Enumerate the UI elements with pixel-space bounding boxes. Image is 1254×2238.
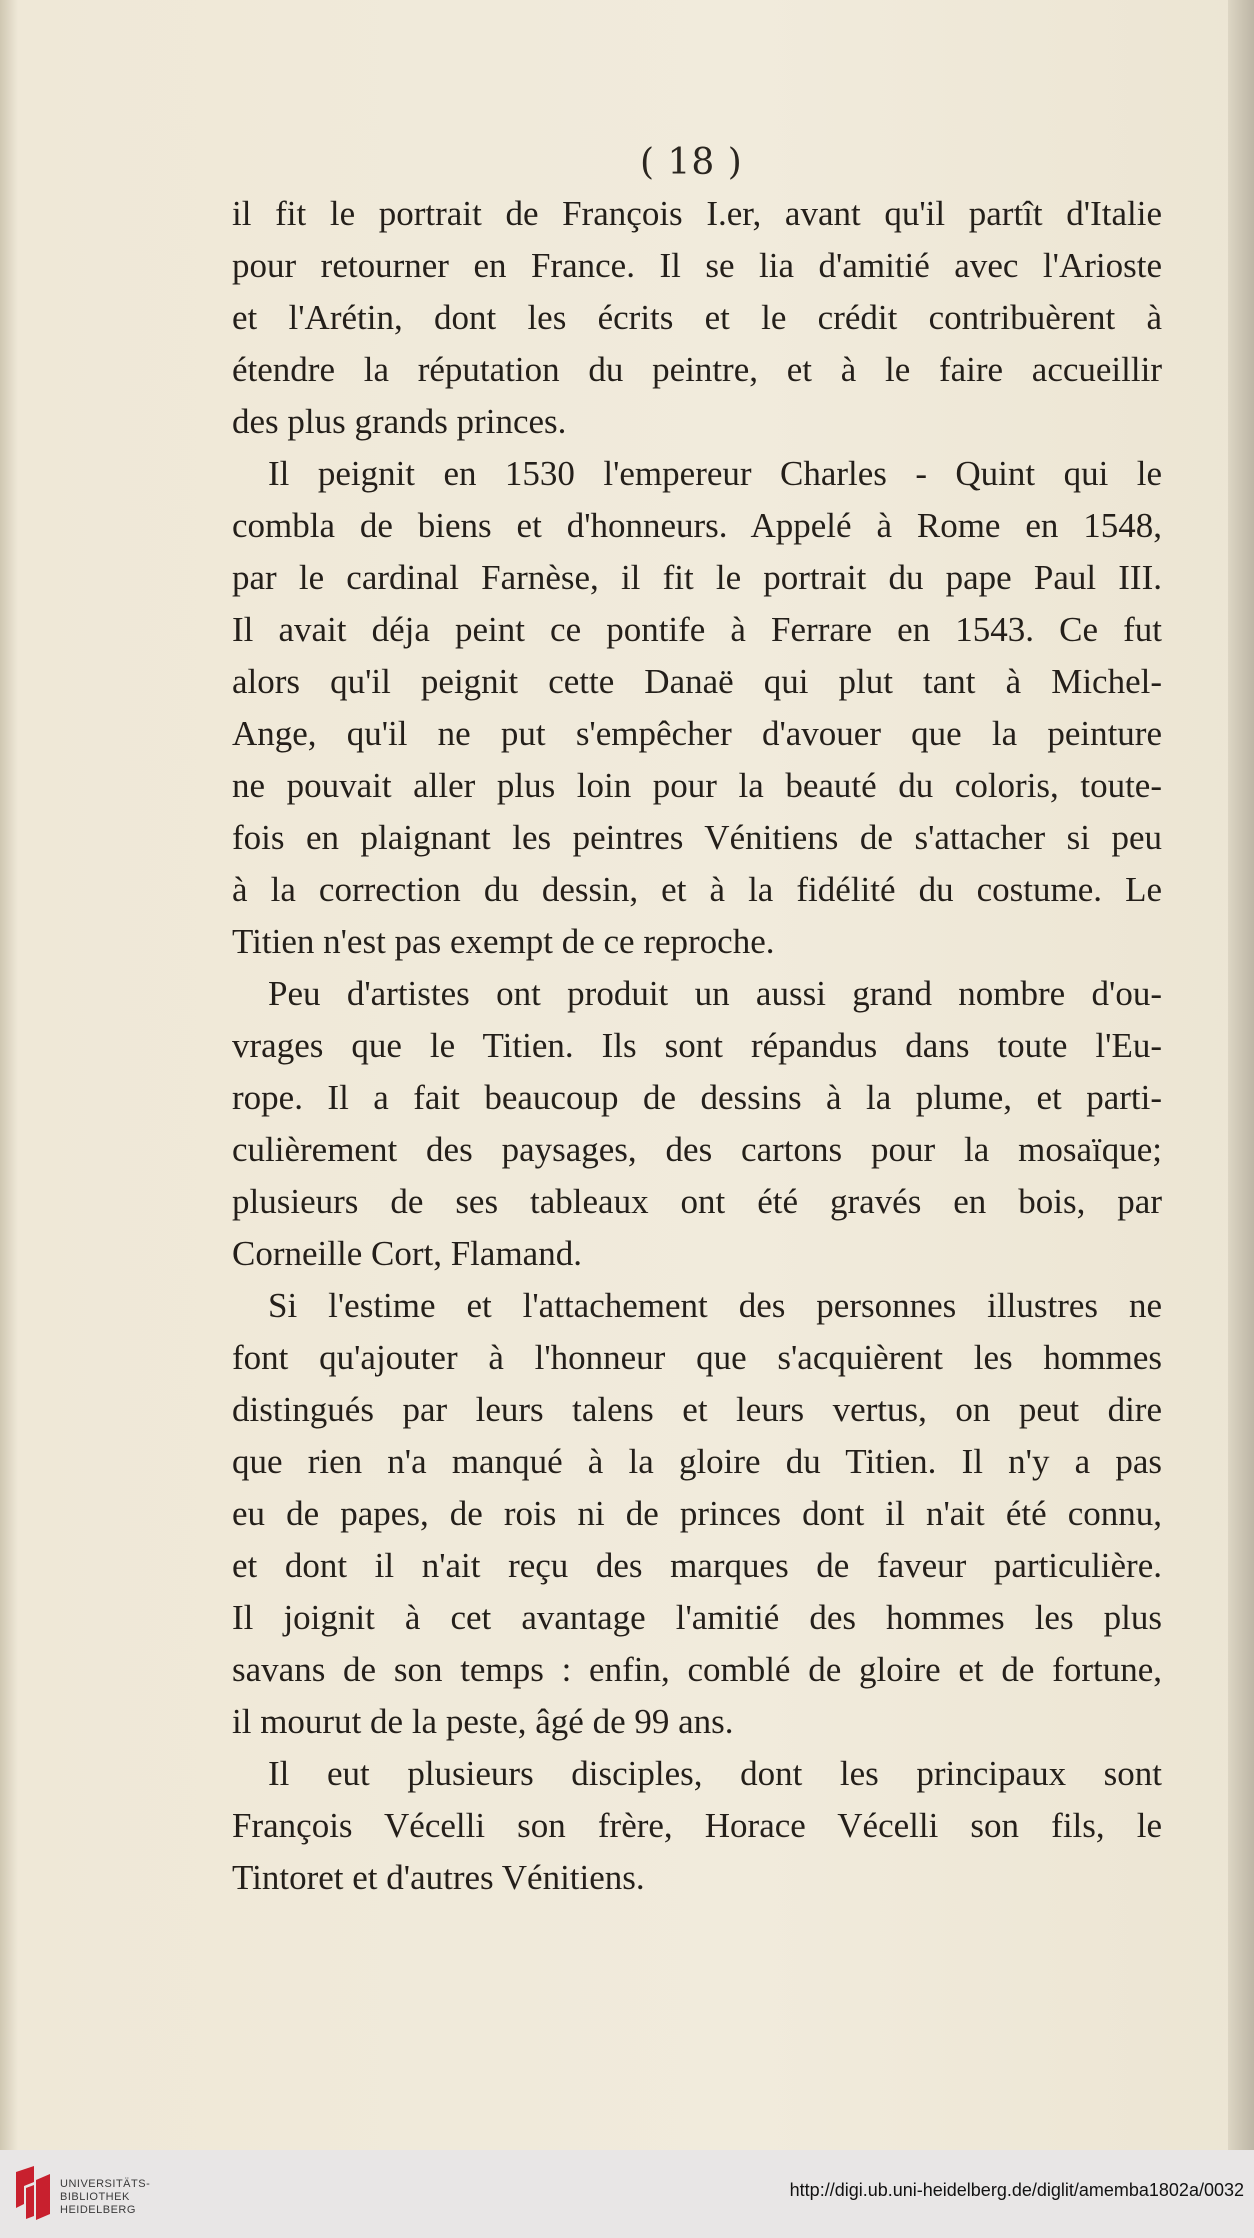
page-number: ( 18 ): [640, 142, 743, 183]
page-edge-shadow: [1228, 0, 1254, 2150]
text-line: que rien n'a manqué à la gloire du Titien. Il n'y a pas: [232, 1442, 1162, 1481]
body-text: [232, 188, 1162, 1904]
text-line: distingués par leurs talens et leurs vertus, on peut dire: [232, 1390, 1162, 1429]
text-line: Il avait déja peint ce pontife à Ferrare en 1543. Ce fut: [232, 610, 1162, 649]
text-line: Corneille Cort, Flamand.: [232, 1234, 582, 1273]
logo-line: UNIVERSITÄTS-: [60, 2178, 151, 2190]
library-logo-icon: [12, 2164, 54, 2222]
text-line: Il joignit à cet avantage l'amitié des hommes les plus: [232, 1598, 1162, 1637]
library-logo-text: [60, 2178, 150, 2217]
text-line: combla de biens et d'honneurs. Appelé à Rome en 1548,: [232, 506, 1162, 545]
text-line: pour retourner en France. Il se lia d'amitié avec l'Arioste: [232, 246, 1162, 285]
text-line: culièrement des paysages, des cartons pour la mosaïque;: [232, 1130, 1162, 1169]
text-line: rope. Il a fait beaucoup de dessins à la plume, et parti-: [232, 1078, 1162, 1117]
text-line: Si l'estime et l'attachement des personnes illustres ne: [268, 1286, 1162, 1325]
text-line: étendre la réputation du peintre, et à le faire accueillir: [232, 350, 1162, 389]
text-line: il mourut de la peste, âgé de 99 ans.: [232, 1702, 734, 1741]
text-line: font qu'ajouter à l'honneur que s'acquièrent les hommes: [232, 1338, 1162, 1377]
text-line: à la correction du dessin, et à la fidélité du costume. Le: [232, 870, 1162, 909]
logo-line: HEIDELBERG: [60, 2204, 136, 2216]
text-line: Il eut plusieurs disciples, dont les principaux sont: [268, 1754, 1162, 1793]
text-line: fois en plaignant les peintres Vénitiens de s'attacher si peu: [232, 818, 1162, 857]
text-line: et dont il n'ait reçu des marques de faveur particulière.: [232, 1546, 1162, 1585]
text-line: Titien n'est pas exempt de ce reproche.: [232, 922, 775, 961]
text-line: Peu d'artistes ont produit un aussi grand nombre d'ou-: [268, 974, 1162, 1013]
text-line: il fit le portrait de François I.er, avant qu'il partît d'Italie: [232, 194, 1162, 233]
text-line: Il peignit en 1530 l'empereur Charles - Quint qui le: [268, 454, 1162, 493]
text-line: et l'Arétin, dont les écrits et le crédit contribuèrent à: [232, 298, 1162, 337]
text-line: François Vécelli son frère, Horace Vécelli son fils, le: [232, 1806, 1162, 1845]
text-line: plusieurs de ses tableaux ont été gravés en bois, par: [232, 1182, 1162, 1221]
text-line: Tintoret et d'autres Vénitiens.: [232, 1858, 645, 1897]
text-line: eu de papes, de rois ni de princes dont il n'ait été connu,: [232, 1494, 1162, 1533]
logo-line: BIBLIOTHEK: [60, 2191, 130, 2203]
library-logo[interactable]: [12, 2162, 152, 2228]
text-line: Ange, qu'il ne put s'empêcher d'avouer que la peinture: [232, 714, 1162, 753]
text-line: ne pouvait aller plus loin pour la beauté du coloris, toute-: [232, 766, 1162, 805]
text-line: par le cardinal Farnèse, il fit le portrait du pape Paul III.: [232, 558, 1162, 597]
text-line: des plus grands princes.: [232, 402, 567, 441]
text-line: vrages que le Titien. Ils sont répandus dans toute l'Eu-: [232, 1026, 1162, 1065]
text-line: alors qu'il peignit cette Danaë qui plut tant à Michel-: [232, 662, 1162, 701]
text-line: savans de son temps : enfin, comblé de gloire et de fortune,: [232, 1650, 1162, 1689]
permalink-url[interactable]: http://digi.ub.uni-heidelberg.de/diglit/amemba1802a/0032: [789, 2180, 1244, 2200]
